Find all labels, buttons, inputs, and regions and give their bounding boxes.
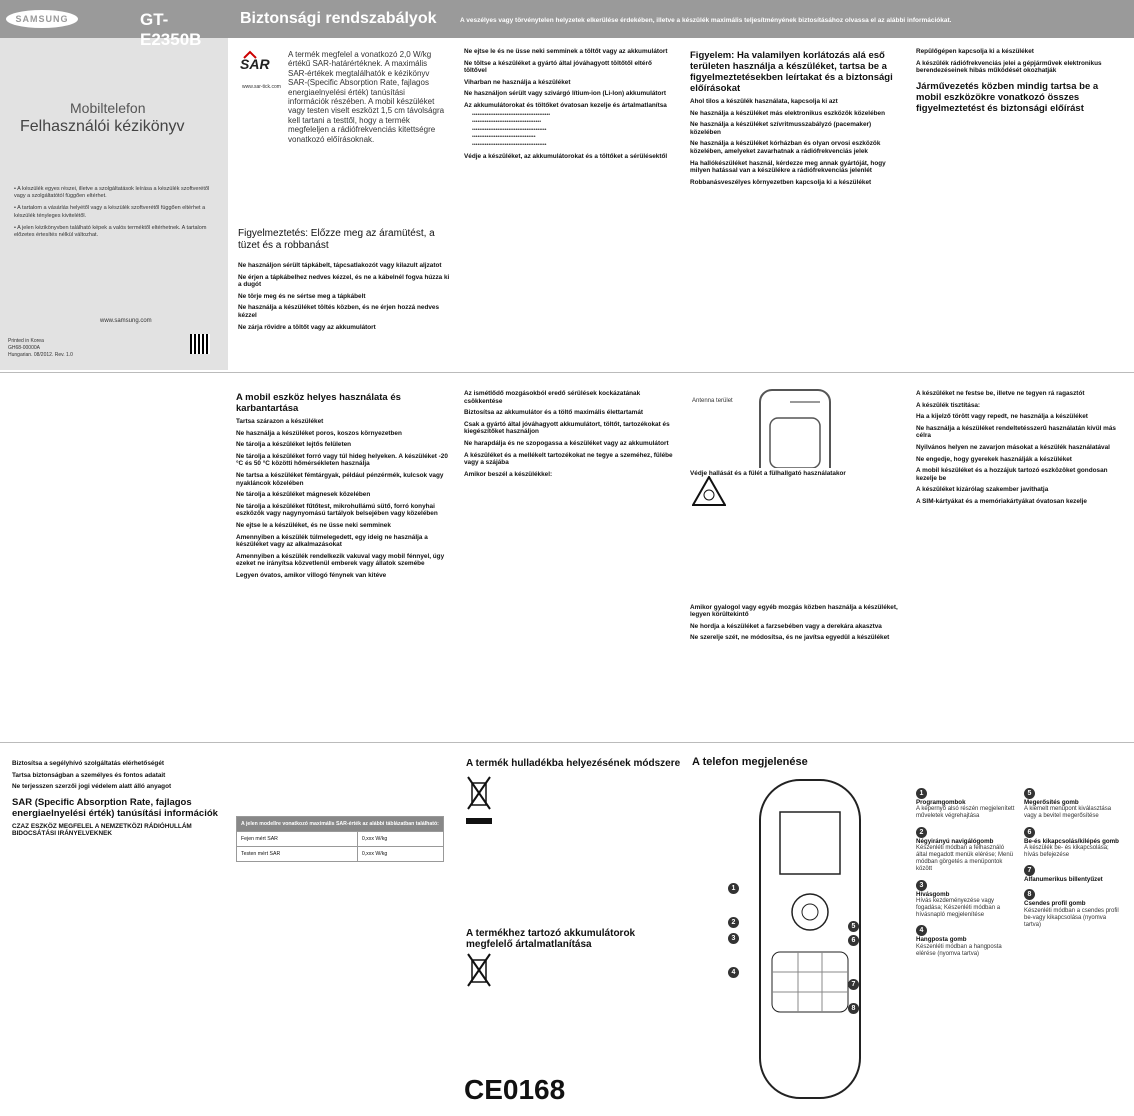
row3-col1	[12, 756, 224, 1106]
section-heading: Ne használja a készüléket kórházban és olyan orvosi eszközök közelében, amelyeket zavarhatnak a rádiófrekvenciás jelek	[690, 140, 881, 155]
callout-1: 1	[728, 877, 739, 895]
cover-note: • A tartalom a vásárlás helyétől vagy a készülék szoftverétől függően eltérhet a készülék tényleges kivitelétől.	[14, 205, 206, 219]
sar-label: Testen mért SAR	[237, 847, 358, 862]
sar-table	[236, 816, 444, 862]
section-title: SAR (Specific Absorption Rate, fajlagos energiaelnyelési érték) tanúsítási információk	[12, 796, 218, 819]
cover-note: • A jelen kézikönyvben található képek a valós terméktől eltérhetnek. A tartalom előzetes értesítés nélkül változhat.	[14, 224, 207, 239]
model-number: GT-E2350B	[140, 10, 202, 49]
section-title: Figyelem: Ha valamilyen korlátozás alá eső területen használja a készüléket, tartsa be a figyelmeztetésekben leírtakat és a biztonsági előírásokat	[690, 50, 893, 94]
warning-item: Ne érjen a tápkábelhez nedves kézzel, és ne a kábelnél fogva húzza ki a dugót	[238, 273, 450, 289]
legend-item: 5 Megerősítés gomb A kiemelt menüpont kiválasztása vagy a bevitel megerősítése	[1024, 790, 1112, 820]
sar-value: 0,xxx W/kg	[357, 832, 443, 847]
row2-col2	[236, 386, 448, 726]
cover-header-bar	[0, 0, 228, 49]
phone-illustration	[690, 772, 900, 1110]
callout-8: 8	[848, 997, 859, 1015]
legend-item: 4 Hangposta gomb Készenléti módban a hangposta elérése (nyomva tartva)	[916, 927, 1002, 957]
safety-subtitle: A veszélyes vagy törvénytelen helyzetek elkerülése érdekében, illetve a készülék maximális teljesítményének biztosításához olvassa el az alábbi információkat.	[460, 17, 952, 24]
section-heading: CZAZ ESZKÖZ MEGFELEL A NEMZETKÖZI RÁDIÓHULLÁM BIDOCSÁTÁSI IRÁNYELVEKNEK	[12, 822, 192, 838]
ce-mark: CE0168	[464, 1074, 566, 1105]
section-heading: A készüléket ne festse be, illetve ne tegyen rá ragasztót	[916, 390, 1085, 397]
section-heading: A készüléket és a mellékelt tartozékokat ne tegye a szeméhez, fülébe vagy a szájába	[464, 451, 673, 467]
section-heading: Biztosítsa a segélyhívó szolgáltatás elérhetőségét	[12, 760, 165, 767]
safety-title: Biztonsági rendszabályok	[240, 10, 437, 27]
battery-disposal-title: A termékhez tartozó akkumulátorok megfelelő ártalmatlanítása	[466, 928, 636, 950]
sar-logo: SAR www.sar-tick.com	[240, 50, 282, 98]
legend-item: 8 Csendes profil gomb Készenléti módban a csendes profil be-vagy kikapcsolása (nyomva tartva)	[1024, 891, 1119, 929]
sar-table-header: A jelen modellre vonatkozó maximális SAR-érték az alábbi táblázatban található:	[237, 817, 444, 832]
cover-url: www.samsung.com	[100, 318, 152, 324]
section-heading: Ne használja a készüléket rendeltetésszerű használatán kívül más célra	[916, 424, 1116, 440]
legend-item: 3 Hívásgomb Hívás kezdeményezése vagy fogadása; Készenléti módban a hívásnapló megjelenítése	[916, 881, 1001, 919]
section-heading: Amikor gyalogol vagy egyéb mozgás közben használja a készüléket, legyen körültekintő	[690, 603, 898, 619]
warning-item: Ne használjon sérült tápkábelt, tápcsatlakozót vagy kilazult aljzatot	[238, 262, 442, 269]
section-heading: Az ismétlődő mozgásokból eredő sérülések kockázatának csökkentése	[464, 390, 641, 405]
section-heading: Ha hallókészüléket használ, kérdezze meg annak gyártóját, hogy milyen hatással van a készülékre a rádiófrekvenciás jelenlét	[690, 159, 886, 175]
samsung-logo: SAMSUNG	[6, 10, 78, 28]
antenna-area-illustration	[740, 388, 840, 468]
crossed-bin-battery-icon	[466, 950, 492, 992]
section-heading: Ne tárolja a készüléket lejtős felületen	[236, 441, 352, 449]
warning-item: Ne zárja rövidre a töltőt vagy az akkumulátort	[238, 323, 376, 331]
callout-5: 5	[848, 915, 859, 933]
warning-item: Ne törje meg és ne sértse meg a tápkábelt	[238, 292, 366, 300]
section-heading: Biztosítsa az akkumulátor és a töltő maximális élettartamát	[464, 409, 644, 417]
section-heading: Ne tartsa a készüléket fémtárgyak, például pénzérmék, kulcsok vagy nyakláncok közelében	[236, 471, 444, 487]
section-heading: Legyen óvatos, amikor villogó fénynek van kitéve	[236, 571, 387, 579]
section-heading: Amennyiben a készülék rendelkezik vakuval vagy mobil fénnyel, úgy ezeket ne irányítsa közvetlenül emberek vagy állatok szemébe	[236, 552, 445, 568]
section-title: A mobil eszköz helyes használata és karbantartása	[236, 392, 401, 414]
section-heading: Amennyiben a készülék túlmelegedett, egy ideig ne használja a készüléket vagy az alkalmazásokat	[236, 533, 428, 549]
warning-title: Figyelmeztetés: Előzze meg az áramütést, a tüzet és a robbanást	[238, 228, 435, 251]
section-heading: Ne tárolja a készüléket forró vagy túl hideg helyeken. A készüléket -20 °C és 50 °C közötti hőmérsékleten használja	[236, 452, 448, 468]
legend-item: 6 Be-és kikapcsolás/kilépés gomb A készülék be- és kikapcsolása; hívás befejezése	[1024, 828, 1119, 859]
section-heading: Az akkumulátorokat és töltőket óvatosan kezelje és ártalmatlanítsa	[464, 101, 667, 109]
legend-col-left	[916, 788, 1016, 964]
section-heading: Ne tárolja a készüléket mágnesek közelében	[236, 491, 371, 499]
crossed-bin-icon	[466, 773, 492, 815]
page-divider	[0, 372, 1134, 373]
section-heading: Védje a készüléket, az akkumulátorokat és a töltőket a sérülésektől	[464, 152, 668, 160]
section-heading: Ne hordja a készüléket a farzsebében vagy a derekára akasztva	[690, 622, 882, 630]
cover-panel	[0, 0, 228, 370]
safety-col4	[916, 44, 1126, 340]
page-divider	[0, 742, 1134, 743]
cover-meta: Printed in Korea GH68-00000A Hungarian. 08/2012. Rev. 1.0	[8, 338, 73, 358]
section-heading: Tartsa szárazon a készüléket	[236, 418, 324, 425]
section-heading: Ne használjon sérült vagy szivárgó lítium-ion (Li-Ion) akkumulátort	[464, 90, 667, 98]
section-heading: Ne használja a készüléket poros, koszos környezetben	[236, 429, 402, 437]
section-heading: Ne ejtse le a készüléket, és ne üsse neki semminek	[236, 521, 391, 529]
callout-6: 6	[848, 929, 859, 947]
safety-col2	[464, 44, 676, 334]
sar-label: Fejen mért SAR	[237, 832, 358, 847]
safety-header-bar	[228, 0, 1134, 38]
legend-item: 2 Négyirányú navigálógomb Készenléti módban a felhasználó által megadott menük elérése; Menü módban görgetés a menüpontok között	[916, 828, 1014, 873]
cover-title-line2: Felhasználói kézikönyv	[20, 118, 185, 135]
section-heading: Ne ejtse le és ne üsse neki semminek a töltőt vagy az akkumulátort	[464, 48, 668, 55]
phone-layout-title: A telefon megjelenése	[692, 756, 808, 768]
disposal-title: A termék hulladékba helyezésének módszere	[466, 758, 681, 769]
row2-col4	[690, 466, 902, 728]
section-heading: A készülék rádiófrekvenciás jelei a gépjárművek elektronikus berendezéseinek hibás működését okozhatják	[916, 59, 1102, 75]
sar-intro-text: A termék megfelel a vonatkozó 2,0 W/kg értékű SAR-határértéknek. A maximális SAR-értékek megtalálhatók e kézikönyv SAR-(Specific Absorption Rate, fajlagos energiaelnyelési érték) tanúsítási információk részében. A mobil készüléket vagy testen viselt eszközt 1,5 cm távolságra kell tartani a testtől, hogy a termék megfeleljen a rádiófrekvenciás kitettségre vonatkozó előírásoknak.	[288, 50, 445, 144]
section-heading: Ne engedje, hogy gyerekek használják a készüléket	[916, 455, 1072, 463]
cover-title-line1: Mobiltelefon	[70, 100, 146, 116]
row2-col3	[464, 386, 676, 726]
section-title: Járművezetés közben mindig tartsa be a mobil eszközökre vonatkozó összes figyelmeztetést és biztonsági előírást	[916, 80, 1099, 114]
callout-2: 2	[728, 911, 739, 929]
section-heading: Nyilvános helyen ne zavarjon másokat a készülék használatával	[916, 443, 1110, 451]
black-bar-icon	[466, 818, 492, 824]
section-heading: Amikor beszél a készülékkel:	[464, 470, 553, 478]
section-heading: Ne szerelje szét, ne módosítsa, és ne javítsa egyedül a készüléket	[690, 634, 890, 642]
callout-3: 3	[728, 927, 739, 945]
sar-value: 0,xxx W/kg	[357, 847, 443, 862]
section-heading: Repülőgépen kapcsolja ki a készüléket	[916, 48, 1034, 55]
legend-col-right	[1024, 788, 1124, 935]
table-row	[237, 847, 444, 862]
section-heading: A készülék tisztítása:	[916, 401, 981, 409]
section-heading: Tartsa biztonságban a személyes és fontos adatait	[12, 771, 166, 779]
section-heading: Ne használja a készüléket szívritmusszabályzó (pacemaker) közelében	[690, 121, 872, 136]
phone-front-icon	[690, 772, 900, 1110]
body-list: • ••••••••••••••••••••••••••••••••••••••••••• • •••••••••••••••••••••••••••••••••••••• • ••••••••••••••••••••••••••••••••••••••••• • ••••••••••••••••••••••••••••••••••• • •••••••••••••••••••••••••••••••••••••••••	[464, 112, 676, 149]
safety-col3	[690, 44, 902, 340]
cover-notes	[14, 186, 212, 244]
section-heading: Ahol tilos a készülék használata, kapcsolja ki azt	[690, 98, 838, 105]
table-row	[237, 832, 444, 847]
callout-7: 7	[848, 973, 859, 991]
section-heading: Ne terjesszen szerzői jogi védelem alatt álló anyagot	[12, 783, 172, 791]
qr-code-icon	[190, 334, 210, 354]
row2-col5	[916, 386, 1126, 726]
section-heading: A SIM-kártyákat és a memóriakártyákat óvatosan kezelje	[916, 497, 1087, 505]
phone-back-icon	[740, 388, 840, 468]
section-heading: Védje hallását és a fülét a fülhallgató használatakor	[690, 470, 846, 477]
section-heading: Robbanásveszélyes környezetben kapcsolja ki a készüléket	[690, 178, 872, 186]
section-heading: A készüléket kizárólag szakember javíthatja	[916, 486, 1049, 494]
section-heading: Ha a kijelző törött vagy repedt, ne használja a készüléket	[916, 413, 1088, 421]
legend-item: 1 Programgombok A képernyő alsó részén megjelenített műveletek végrehajtása	[916, 790, 1015, 820]
callout-4: 4	[728, 961, 739, 979]
section-heading: Ne harapdálja és ne szopogassa a készüléket vagy az akkumulátort	[464, 439, 669, 447]
section-heading: Viharban ne használja a készüléket	[464, 78, 571, 86]
warning-item: Ne használja a készüléket töltés közben, és ne érjen hozzá nedves kézzel	[238, 304, 440, 319]
section-heading: Ne tárolja a készüléket fűtőtest, mikrohullámú sütő, forró konyhai eszközök vagy nagynyomású tartályok belsejében vagy közelében	[236, 502, 438, 518]
legend-item: 7 Alfanumerikus billentyűzet	[1024, 867, 1103, 884]
cover-note: • A készülék egyes részei, illetve a szolgáltatások leírása a készülék szoftverétől vagy a szolgáltatótól függően eltérhet.	[14, 186, 210, 200]
section-heading: Ne használja a készüléket más elektronikus eszközök közelében	[690, 109, 886, 117]
antenna-label: Antenna terület	[692, 398, 733, 404]
section-heading: A mobil készüléket és a hozzájuk tartozó eszközöket gondosan kezelje be	[916, 467, 1108, 482]
warning-list-col1	[238, 258, 450, 333]
section-heading: Csak a gyártó által jóváhagyott akkumulátort, töltőt, tartozékokat és kiegészítőket használjon	[464, 420, 670, 436]
section-heading: Ne töltse a készüléket a gyártó által jóváhagyott töltőtől eltérő töltővel	[464, 59, 652, 75]
